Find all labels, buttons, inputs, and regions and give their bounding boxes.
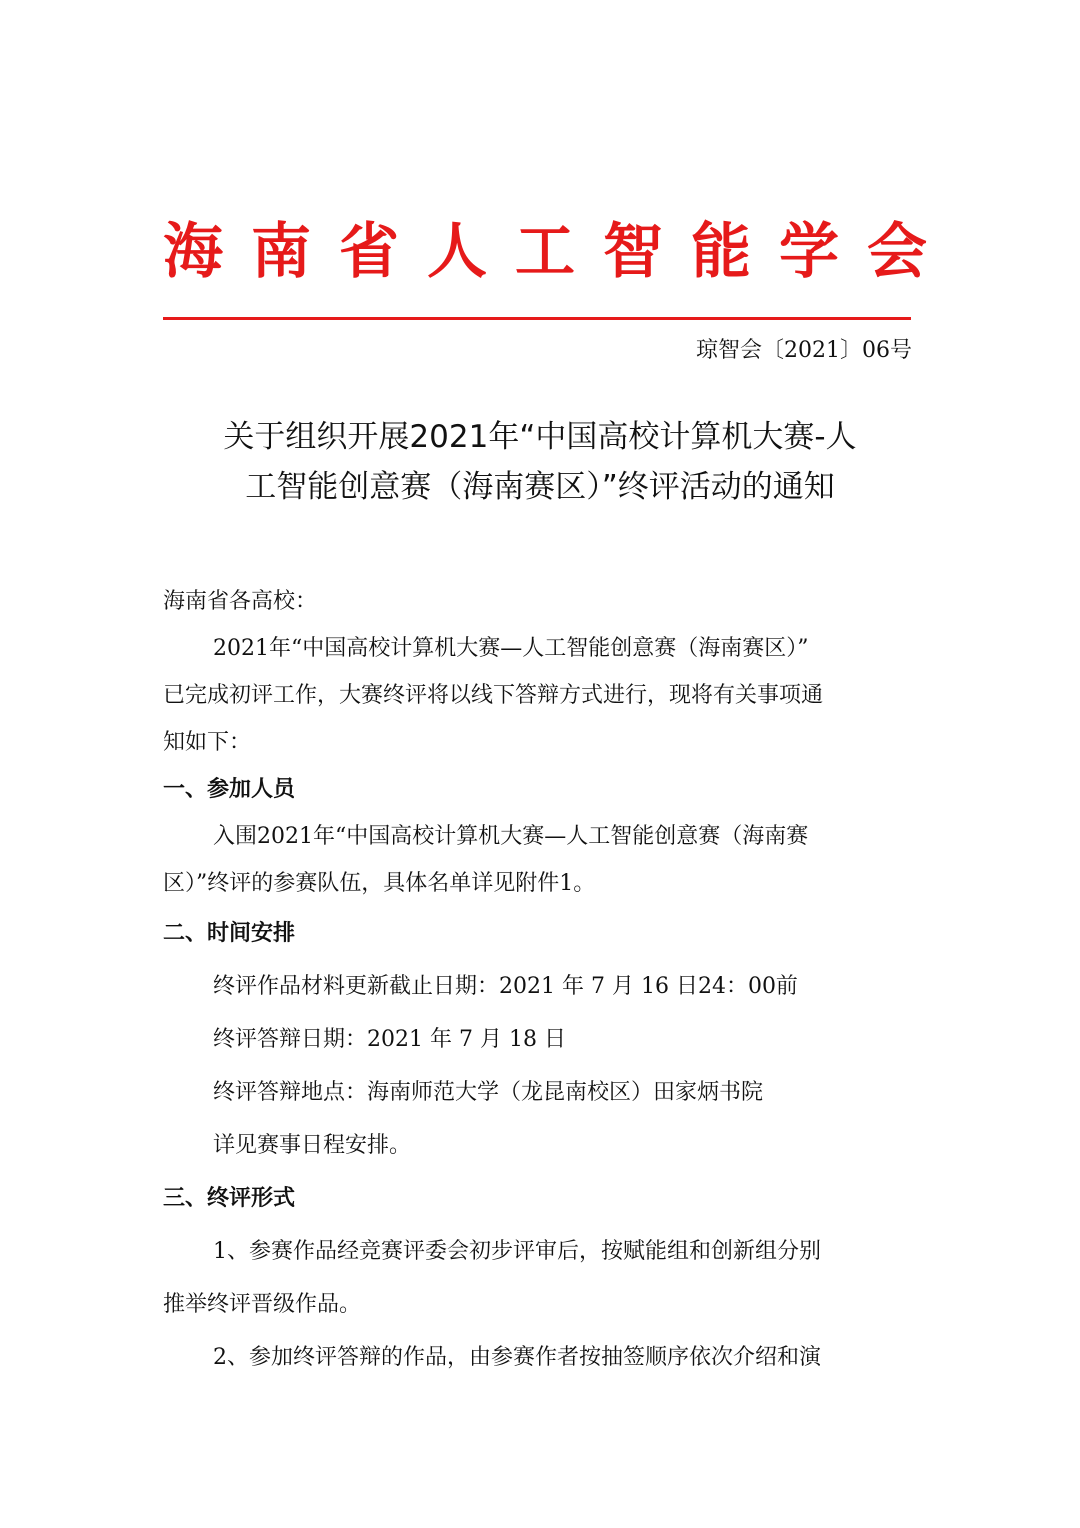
schedule-defense-date: 终评答辩日期：2021 年 7 月 18 日: [213, 1027, 566, 1052]
section-heading-participants: 一、参加人员: [163, 777, 296, 802]
format-item-1-cont: 推举终评晋级作品。: [163, 1292, 362, 1317]
intro-line: 2021年“中国高校计算机大赛—人工智能创意赛（海南赛区）”: [213, 636, 809, 661]
schedule-location: 终评答辩地点：海南师范大学（龙昆南校区）田家炳书院: [213, 1080, 764, 1105]
participants-text: 区）”终评的参赛队伍，具体名单详见附件1。: [163, 871, 596, 896]
participants-text: 入围2021年“中国高校计算机大赛—人工智能创意赛（海南赛: [213, 824, 809, 849]
title-line-1: 关于组织开展2021年“中国高校计算机大赛-人: [223, 419, 857, 455]
section-heading-schedule: 二、时间安排: [163, 921, 296, 946]
document-body: [163, 578, 923, 1384]
title-line-2: 工智能创意赛（海南赛区）”终评活动的通知: [245, 469, 835, 505]
format-item-1: 1、参赛作品经竞赛评委会初步评审后，按赋能组和创新组分别: [213, 1239, 821, 1264]
schedule-note: 详见赛事日程安排。: [213, 1133, 412, 1158]
document-title: [150, 412, 930, 512]
schedule-deadline: 终评作品材料更新截止日期：2021 年 7 月 16 日24：00前: [213, 974, 798, 999]
intro-line: 已完成初评工作，大赛终评将以线下答辩方式进行，现将有关事项通: [163, 683, 824, 708]
format-item-2: 2、参加终评答辩的作品，由参赛作者按抽签顺序依次介绍和演: [213, 1345, 821, 1370]
salutation: 海南省各高校：: [163, 589, 318, 614]
letterhead-divider: [163, 317, 911, 320]
section-heading-format: 三、终评形式: [163, 1186, 296, 1211]
org-letterhead: 海南省人工智能学会: [163, 217, 955, 287]
intro-line: 知如下：: [163, 730, 252, 755]
document-number: 琼智会〔2021〕06号: [696, 338, 912, 363]
